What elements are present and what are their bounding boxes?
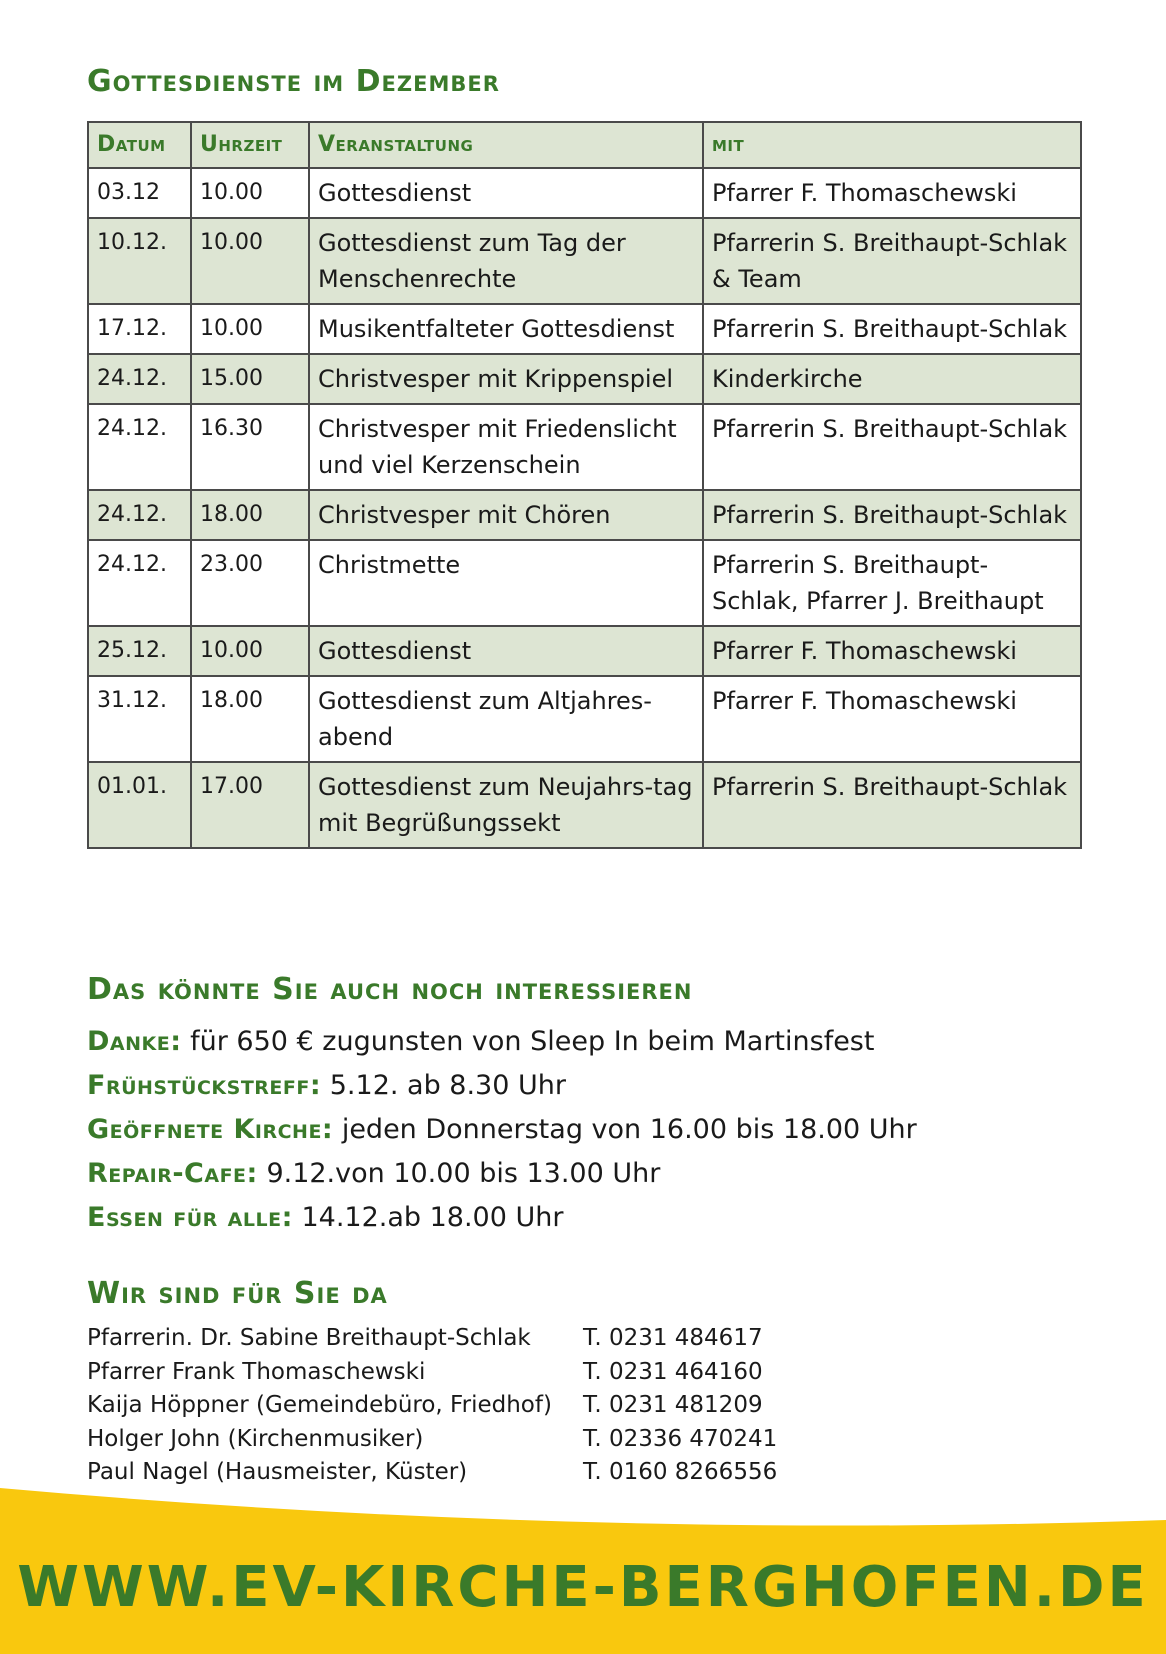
contact-phone: T. 0160 8266556 (583, 1459, 778, 1485)
item-text: 5.12. ab 8.30 Uhr (329, 1070, 566, 1101)
table-header-row (88, 122, 1081, 168)
column-header-event: Veranstaltung (309, 122, 703, 168)
cell-time: 17.00 (191, 762, 309, 848)
cell-time: 15.00 (191, 354, 309, 404)
website-url: WWW.EV-KIRCHE-BERGHOFEN.DE (17, 1555, 1149, 1620)
contact-phone: T. 0231 464160 (583, 1358, 763, 1385)
cell-date: 31.12. (88, 676, 191, 762)
cell-date: 10.12. (88, 218, 191, 304)
cell-time: 10.00 (191, 626, 309, 676)
cell-date: 01.01. (88, 762, 191, 848)
cell-event: Musikentfalteter Gottesdienst (309, 304, 703, 354)
cell-with: Kinderkirche (703, 354, 1081, 404)
cell-time: 18.00 (191, 676, 309, 762)
cell-with: Pfarrerin S. Breithaupt-Schlak, Pfarrer J. Breithaupt (703, 540, 1081, 626)
cell-event: Gottesdienst zum Tag der Menschenrechte (309, 218, 703, 304)
item-label: Danke: (87, 1026, 182, 1057)
table-row (88, 762, 1081, 848)
table-row (88, 490, 1081, 540)
list-item (87, 1152, 917, 1196)
item-text: 14.12.ab 18.00 Uhr (301, 1202, 564, 1233)
cell-event: Gottesdienst zum Altjahres-abend (309, 676, 703, 762)
item-label: Frühstückstreff: (87, 1070, 322, 1101)
list-item (87, 1064, 917, 1108)
item-text: 9.12.von 10.00 bis 13.00 Uhr (266, 1158, 661, 1189)
contact-name: Pfarrerin. Dr. Sabine Breithaupt-Schlak (87, 1325, 531, 1351)
cell-event: Gottesdienst zum Neujahrs-tag mit Begrüßungssekt (309, 762, 703, 848)
cell-time: 16.30 (191, 404, 309, 490)
contact-list (87, 1322, 777, 1490)
cell-with: Pfarrerin S. Breithaupt-Schlak (703, 404, 1081, 490)
item-text: jeden Donnerstag von 16.00 bis 18.00 Uhr (341, 1114, 917, 1145)
item-label: Repair-Cafe: (87, 1158, 258, 1189)
cell-event: Gottesdienst (309, 626, 703, 676)
cell-time: 10.00 (191, 168, 309, 218)
contact-name: Pfarrer Frank Thomaschewski (87, 1358, 426, 1385)
services-table (87, 121, 1082, 849)
cell-time: 18.00 (191, 490, 309, 540)
list-item (87, 1108, 917, 1152)
contact-row (87, 1322, 777, 1356)
cell-with: Pfarrer F. Thomaschewski (703, 676, 1081, 762)
column-header-with: mit (703, 122, 1081, 168)
cell-event: Gottesdienst (309, 168, 703, 218)
contact-phone: T. 0231 484617 (583, 1325, 763, 1351)
cell-event: Christvesper mit Krippenspiel (309, 354, 703, 404)
cell-date: 03.12 (88, 168, 191, 218)
cell-date: 25.12. (88, 626, 191, 676)
list-item (87, 1020, 917, 1064)
table-row (88, 404, 1081, 490)
cell-time: 23.00 (191, 540, 309, 626)
item-text: für 650 € zugunsten von Sleep In beim Martinsfest (190, 1026, 875, 1057)
cell-date: 24.12. (88, 490, 191, 540)
table-row (88, 168, 1081, 218)
interest-heading: Das könnte Sie auch noch interessieren (87, 972, 693, 1007)
cell-with: Pfarrer F. Thomaschewski (703, 168, 1081, 218)
contact-row (87, 1389, 777, 1423)
cell-with: Pfarrer F. Thomaschewski (703, 626, 1081, 676)
contacts-heading: Wir sind für Sie da (87, 1276, 388, 1311)
services-heading: Gottesdienste im Dezember (87, 64, 500, 99)
cell-with: Pfarrerin S. Breithaupt-Schlak & Team (703, 218, 1081, 304)
interest-list (87, 1020, 917, 1240)
cell-date: 17.12. (88, 304, 191, 354)
cell-time: 10.00 (191, 304, 309, 354)
cell-time: 10.00 (191, 218, 309, 304)
column-header-date: Datum (88, 122, 191, 168)
table-row (88, 676, 1081, 762)
cell-with: Pfarrerin S. Breithaupt-Schlak (703, 762, 1081, 848)
cell-event: Christmette (309, 540, 703, 626)
contact-name: Kaija Höppner (Gemeindebüro, Friedhof) (87, 1392, 552, 1418)
contact-name: Paul Nagel (Hausmeister, Küster) (87, 1459, 468, 1485)
table-row (88, 218, 1081, 304)
contact-row (87, 1423, 777, 1457)
contact-phone: T. 0231 481209 (583, 1392, 763, 1418)
item-label: Essen für alle: (87, 1202, 293, 1233)
contact-row (87, 1356, 777, 1390)
contact-name: Holger John (Kirchenmusiker) (87, 1425, 424, 1452)
list-item (87, 1196, 917, 1240)
contact-phone: T. 02336 470241 (583, 1425, 778, 1452)
cell-with: Pfarrerin S. Breithaupt-Schlak (703, 304, 1081, 354)
item-label: Geöffnete Kirche: (87, 1114, 334, 1145)
cell-with: Pfarrerin S. Breithaupt-Schlak (703, 490, 1081, 540)
cell-event: Christvesper mit Friedenslicht und viel Kerzenschein (309, 404, 703, 490)
table-row (88, 354, 1081, 404)
cell-date: 24.12. (88, 404, 191, 490)
cell-date: 24.12. (88, 354, 191, 404)
cell-date: 24.12. (88, 540, 191, 626)
table-row (88, 626, 1081, 676)
table-row (88, 304, 1081, 354)
table-row (88, 540, 1081, 626)
column-header-time: Uhrzeit (191, 122, 309, 168)
cell-event: Christvesper mit Chören (309, 490, 703, 540)
